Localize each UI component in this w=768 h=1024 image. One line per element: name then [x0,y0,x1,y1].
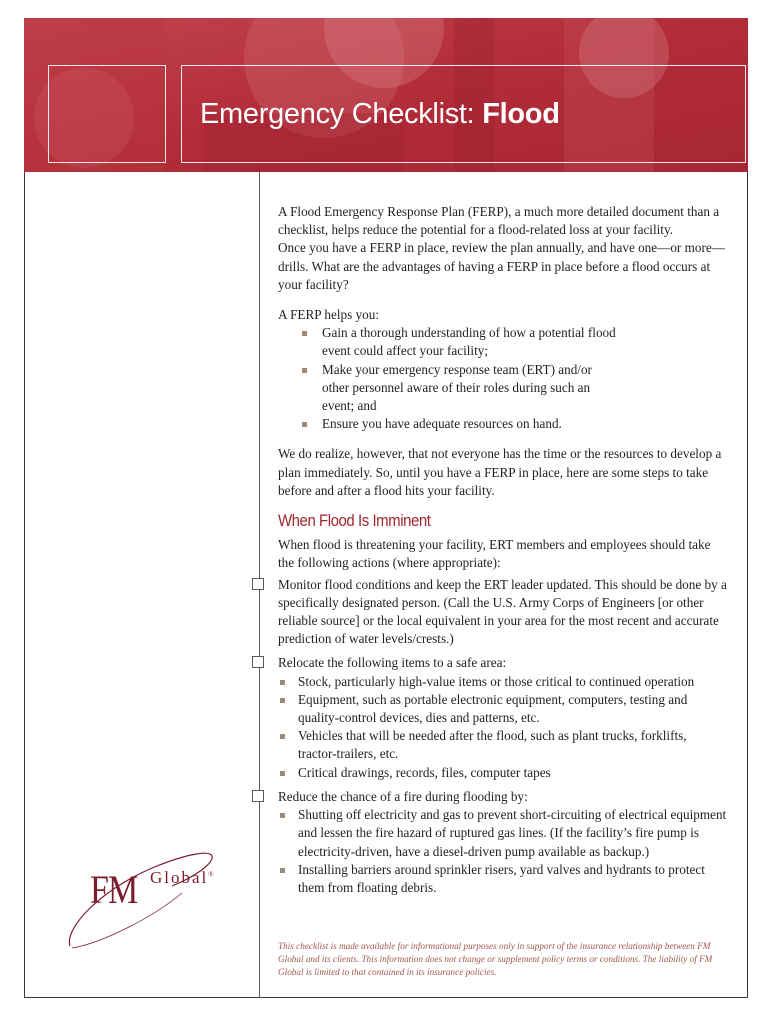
logo-global-text [150,868,216,888]
banner-frame-left [48,65,166,163]
list-item: Shutting off electricity and gas to prevent short-circuiting of electrical equipment and lessen the fire hazard of ruptured gas lines. (If the facility’s fire pump is electricity-driven, have a diesel-driven pump available as backup.) [278,806,728,861]
fire-prevention-list [278,806,728,897]
title-bold: Flood [482,98,560,130]
list-item: Make your emergency response team (ERT) and/or other personnel aware of their roles during such an event; and [278,361,622,416]
logo-swoosh-icon [62,848,222,953]
list-item: Gain a thorough understanding of how a potential flood event could affect your facility; [278,324,622,360]
ferp-benefits-list [278,324,728,433]
list-item: Ensure you have adequate resources on hand. [278,415,622,433]
section-lead: When flood is threatening your facility, ERT members and employees should take the following actions (where appropriate): [278,537,711,571]
list-item: Critical drawings, records, files, computer tapes [278,764,728,782]
main-content [278,203,728,897]
checkbox[interactable] [252,578,264,590]
ferp-lead: A FERP helps you: [278,307,379,323]
list-item: Equipment, such as portable electronic equipment, computers, testing and quality-control devices, dies and patterns, etc. [278,691,728,727]
checklist-item [278,576,728,649]
checklist-item-text: Reduce the chance of a fire during flooding by: [278,788,528,804]
logo-fm-text: FM [90,867,138,912]
checkbox[interactable] [252,656,264,668]
fm-global-logo [62,848,222,953]
checklist-item-text: Monitor flood conditions and keep the ERT leader updated. This should be done by a specifically designated person. (Call the U.S. Army Corps of Engineers [or other reliable source] or the local equivalent in your area for the most recent and accurate prediction of water levels/crests.) [278,576,727,647]
intro-paragraph-1a: A Flood Emergency Response Plan (FERP), a much more detailed document than a checklist, helps reduce the potential for a flood-related loss at your facility. [278,204,720,238]
checklist-item [278,788,728,897]
title-prefix: Emergency Checklist: [200,98,483,130]
list-item: Vehicles that will be needed after the flood, such as plant trucks, forklifts, tractor-trailers, etc. [278,727,728,763]
logo-global-word: Global [150,868,209,887]
intro-paragraph-3: We do realize, however, that not everyone has the time or the resources to develop a plan immediately. So, until you have a FERP in place, here are some steps to take before and after a flood hits your facility. [278,446,722,498]
footer-disclaimer: This checklist is made available for informational purposes only in support of the insurance relationship between FM Global and its clients. This information does not change or supplement policy terms or conditions. The liability of FM Global is limited to that contained in its insurance policies. [278,941,713,977]
section-heading: When Flood Is Imminent [278,511,431,531]
page-title [200,98,560,131]
list-item: Installing barriers around sprinkler risers, yard valves and hydrants to protect them from floating debris. [278,861,728,897]
checkbox[interactable] [252,790,264,802]
checklist-item-text: Relocate the following items to a safe area: [278,655,507,671]
intro-paragraph-1b: Once you have a FERP in place, review the plan annually, and have one—or more—drills. What are the advantages of having a FERP in place before a flood occurs at your facility? [278,240,725,292]
trademark-symbol: ® [208,870,216,879]
relocate-items-list [278,673,728,782]
list-item: Stock, particularly high-value items or those critical to continued operation [278,673,728,691]
header-banner [24,18,748,172]
checklist-item [278,654,728,781]
